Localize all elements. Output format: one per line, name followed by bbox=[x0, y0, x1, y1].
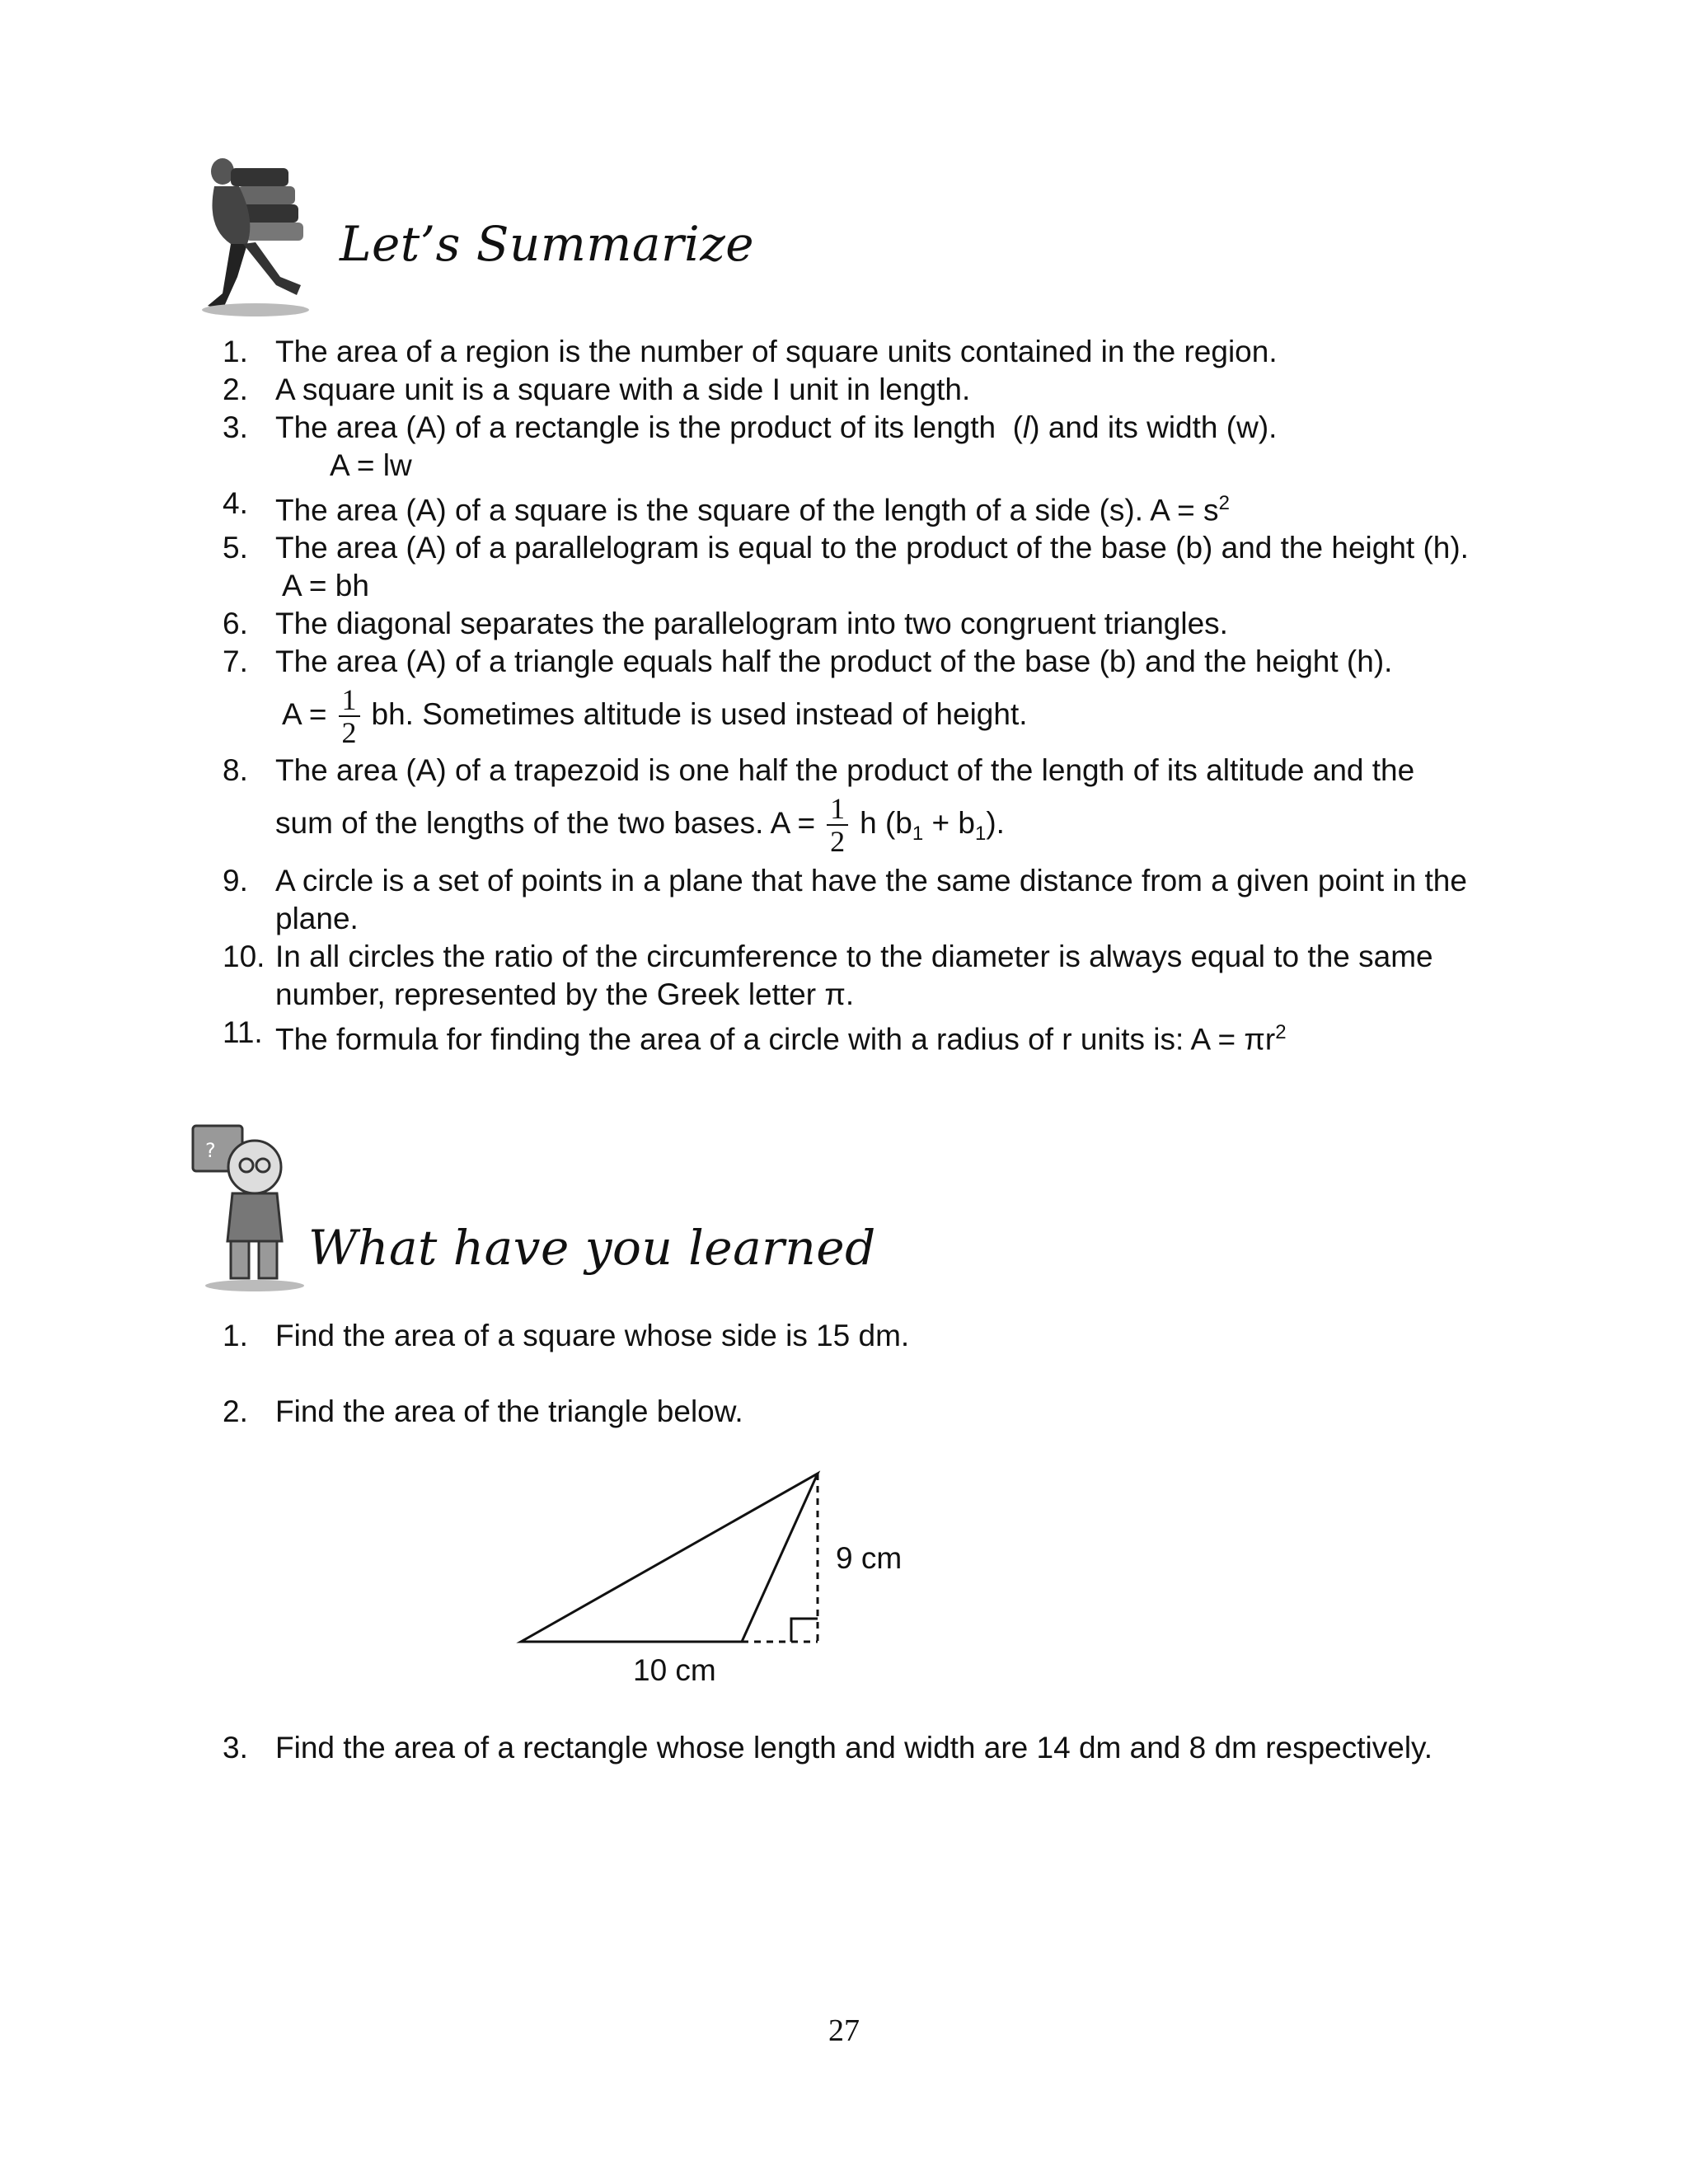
svg-text:?: ? bbox=[205, 1139, 216, 1162]
item-text: The area (A) of a trapezoid is one half the product of the length of its altitude and the bbox=[275, 753, 1415, 788]
fraction-numerator: 1 bbox=[339, 684, 360, 717]
list-item bbox=[223, 862, 1508, 938]
item-number: 6. bbox=[223, 607, 248, 641]
length-variable: l bbox=[1022, 410, 1030, 444]
list-item bbox=[223, 1393, 1508, 1431]
learned-title: What have you learned bbox=[308, 1220, 876, 1276]
summary-title: Let’s Summarize bbox=[340, 216, 755, 272]
summary-list bbox=[223, 333, 1508, 1059]
exponent: 2 bbox=[1218, 492, 1230, 514]
item-number: 1. bbox=[223, 335, 248, 368]
learned-item-1 bbox=[223, 1317, 1508, 1355]
fraction-numerator: 1 bbox=[827, 793, 848, 826]
item-number: 9. bbox=[223, 864, 248, 898]
parallelogram-formula: A = bh bbox=[282, 569, 369, 603]
height-label: 9 cm bbox=[836, 1541, 903, 1575]
item-text: A circle is a set of points in a plane that have the same distance from a given point in the plane. bbox=[275, 864, 1467, 936]
trapezoid-formula bbox=[275, 793, 1508, 857]
formula-part: h (b bbox=[860, 806, 912, 841]
item-text bbox=[275, 1014, 1508, 1058]
subscript: 1 bbox=[912, 823, 924, 846]
base-label: 10 cm bbox=[633, 1653, 716, 1687]
child-carrying-box-illustration bbox=[176, 1118, 316, 1295]
rectangle-formula: A = lw bbox=[330, 448, 412, 482]
person-carrying-books-illustration bbox=[198, 153, 338, 318]
formula-part: sum of the lengths of the two bases. A = bbox=[275, 806, 816, 841]
item-number: 1. bbox=[223, 1319, 248, 1352]
formula-part: bh. Sometimes altitude is used instead of height. bbox=[371, 697, 1028, 732]
item-number: 7. bbox=[223, 644, 248, 679]
item-text: The area (A) of a rectangle is the product of its length (l) and its width (w). bbox=[275, 410, 1278, 444]
item-text-part: The formula for finding the area of a circle with a radius of r units is: A = πr bbox=[275, 1022, 1276, 1057]
item-number: 3. bbox=[223, 1731, 248, 1765]
item-text: In all circles the ratio of the circumference to the diameter is always equal to the same number, represented by the Greek letter π. bbox=[275, 940, 1433, 1012]
formula-part: A = bbox=[282, 697, 327, 732]
one-half-fraction bbox=[827, 793, 848, 857]
item-text: Find the area of a rectangle whose length and width are 14 dm and 8 dm respectively. bbox=[275, 1731, 1433, 1765]
item-text bbox=[275, 485, 1508, 529]
fraction-denominator: 2 bbox=[341, 716, 357, 750]
item-text: The area of a region is the number of square units contained in the region. bbox=[275, 335, 1278, 368]
item-text-part: The area (A) of a rectangle is the product of its length bbox=[275, 410, 996, 444]
subscript: 1 bbox=[974, 823, 987, 846]
right-angle-marker bbox=[791, 1619, 818, 1642]
item-text: Find the area of the triangle below. bbox=[275, 1394, 743, 1428]
item-text-part: and its width (w). bbox=[1048, 410, 1278, 444]
item-number: 2. bbox=[223, 373, 248, 406]
list-item bbox=[223, 643, 1508, 748]
item-text: A square unit is a square with a side I unit in length. bbox=[275, 373, 971, 406]
triangle-diagram bbox=[511, 1467, 841, 1673]
learned-item-2 bbox=[223, 1393, 1508, 1431]
item-number: 11. bbox=[223, 1015, 263, 1050]
item-number: 8. bbox=[223, 753, 248, 788]
learned-item-3 bbox=[223, 1729, 1508, 1767]
list-item bbox=[223, 752, 1508, 857]
list-item bbox=[223, 333, 1508, 371]
item-number: 5. bbox=[223, 531, 248, 565]
item-text: The diagonal separates the parallelogram into two congruent triangles. bbox=[275, 607, 1228, 641]
list-item bbox=[223, 605, 1508, 643]
fraction-denominator: 2 bbox=[830, 825, 846, 859]
list-item bbox=[223, 1729, 1508, 1767]
formula-part: ). bbox=[986, 806, 1005, 841]
item-text: The area (A) of a parallelogram is equal to the product of the base (b) and the height (h). bbox=[275, 531, 1469, 565]
item-number: 2. bbox=[223, 1394, 248, 1428]
list-item bbox=[223, 1317, 1508, 1355]
triangle-formula bbox=[282, 684, 1508, 748]
triangle-shape bbox=[521, 1474, 818, 1642]
item-number: 3. bbox=[223, 410, 248, 444]
item-number: 4. bbox=[223, 486, 248, 520]
list-item bbox=[223, 485, 1508, 529]
formula-part: + b bbox=[931, 806, 975, 841]
item-number: 10. bbox=[223, 940, 265, 974]
one-half-fraction bbox=[339, 684, 360, 748]
list-item bbox=[223, 409, 1508, 485]
item-text: The area (A) of a triangle equals half the product of the base (b) and the height (h). bbox=[275, 644, 1393, 679]
item-text-part: The area (A) of a square is the square of the length of a side (s). A = s bbox=[275, 493, 1219, 527]
list-item bbox=[223, 1014, 1508, 1058]
list-item bbox=[223, 938, 1508, 1014]
list-item bbox=[223, 529, 1508, 605]
item-text: Find the area of a square whose side is 15 dm. bbox=[275, 1319, 910, 1352]
list-item bbox=[223, 371, 1508, 409]
exponent: 2 bbox=[1275, 1021, 1287, 1044]
page-number: 27 bbox=[828, 2013, 860, 2048]
